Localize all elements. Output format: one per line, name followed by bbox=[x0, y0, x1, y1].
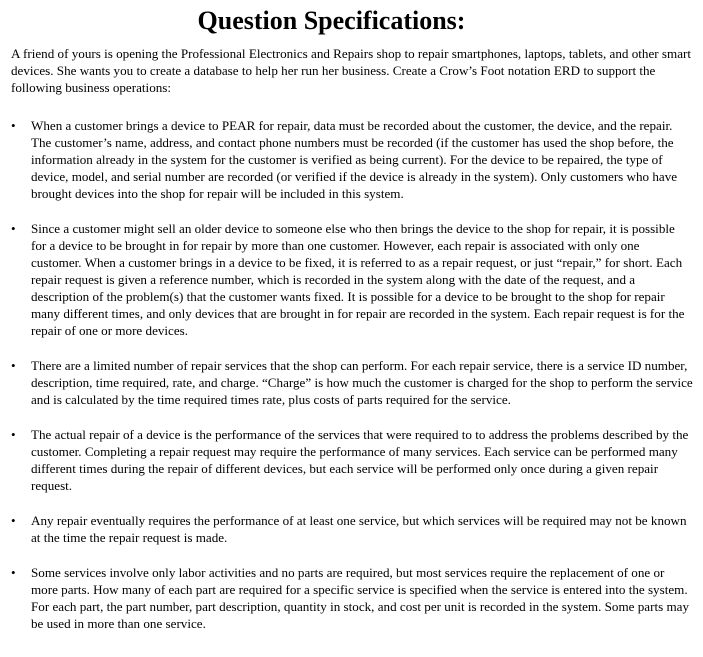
bullet-text: Since a customer might sell an older device to someone else who then brings the device to the shop for repair, it is possible for a device to be brought in for repair by more than one customer. However, each repair is associated with only one customer. When a customer brings in a device to be fixed, it is referred to as a repair request, or just “repair,” for short. Each repair request is given a reference number, which is recorded in the system along with the date of the request, and a description of the problem(s) that the customer wants fixed. It is possible for a device to be brought to the shop for repair many different times, and only devices that are brought in for repair are recorded in the system. Each repair request is for the repair of one or more devices. bbox=[31, 221, 685, 338]
list-item bbox=[11, 220, 693, 339]
list-item bbox=[11, 117, 693, 202]
bullet-text: When a customer brings a device to PEAR for repair, data must be recorded about the customer, the device, and the repair. The customer’s name, address, and contact phone numbers must be recorded (if the customer has used the shop before, the information already in the system for the customer is verified as being current). For the device to be repaired, the type of device, model, and serial number are recorded (or verified if the device is already in the system). Only customers who have brought devices into the shop for repair will be included in this system. bbox=[31, 118, 678, 201]
page-title: Question Specifications: bbox=[197, 6, 466, 35]
bullet-icon: • bbox=[11, 513, 16, 528]
list-item bbox=[11, 357, 693, 408]
bullet-text: There are a limited number of repair services that the shop can perform. For each repair service, there is a service ID number, description, time required, rate, and charge. “Charge” is how much the customer is charged for the shop to perform the service and is calculated by the time required times rate, plus costs of parts required for the service. bbox=[31, 358, 693, 407]
bullet-icon: • bbox=[11, 221, 16, 236]
list-item bbox=[11, 512, 693, 546]
list-item bbox=[11, 426, 693, 494]
bullet-text: The actual repair of a device is the performance of the services that were required to to address the problems described by the customer. Completing a repair request may require the performance of many services. Each service can be performed many different times during the repair of different devices, but each service will be performed only once during a given repair request. bbox=[31, 427, 689, 493]
intro-paragraph: A friend of yours is opening the Professional Electronics and Repairs shop to repair smartphones, laptops, tablets, and other smart devices. She wants you to create a database to help her run her business. Create a Crow’s Foot notation ERD to support the following business operations: bbox=[11, 46, 691, 95]
list-item bbox=[11, 564, 693, 632]
bullet-icon: • bbox=[11, 358, 16, 373]
bullet-text: Any repair eventually requires the performance of at least one service, but which services will be required may not be known at the time the repair request is made. bbox=[31, 513, 687, 545]
bullet-icon: • bbox=[11, 118, 16, 133]
bullet-icon: • bbox=[11, 565, 16, 580]
bullet-icon: • bbox=[11, 427, 16, 442]
bullet-text: Some services involve only labor activities and no parts are required, but most services require the replacement of one or more parts. How many of each part are required for a specific service is specified when the service is entered into the system. For each part, the part number, part description, quantity in stock, and cost per unit is recorded in the system. Some parts may be used in more than one service. bbox=[31, 565, 689, 631]
